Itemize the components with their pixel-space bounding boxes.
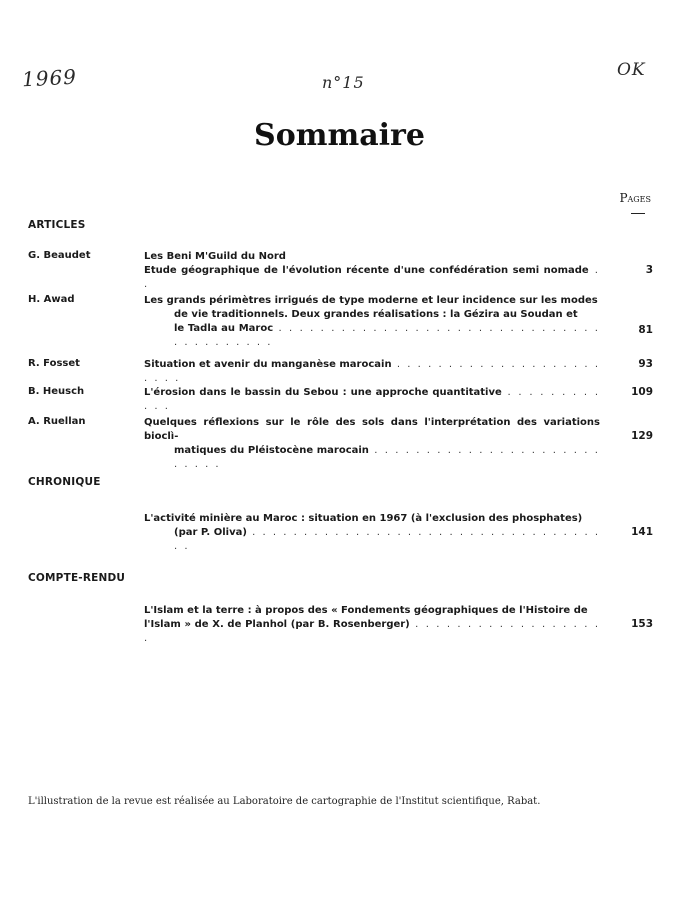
entry-title-line: (par P. Oliva) . . . . . . . . . . . . . . . . . . . . . . . . . . . . . . . . . . . . bbox=[174, 527, 601, 552]
entry-title-line: L'activité minière au Maroc : situation en 1967 (à l'exclusion des phosphates) bbox=[144, 513, 583, 524]
entry-author: B. Heusch bbox=[28, 386, 85, 397]
section-articles: ARTICLES bbox=[28, 219, 86, 231]
entry-page-number: 153 bbox=[631, 618, 653, 630]
entry-title-line: Situation et avenir du manganèse marocain . . . . . . . . . . . . . . . . . . . . . . . . bbox=[144, 359, 600, 384]
entry-title-line: Quelques réflexions sur le rôle des sols dans l'interprétation des variations bioclì- bbox=[144, 417, 600, 442]
entry-title-line: matiques du Pléistocène marocain . . . . . . . . . . . . . . . . . . . . . . . . . . . bbox=[174, 445, 600, 470]
entry-title-line: Les Beni M'Guild du Nord bbox=[144, 251, 286, 262]
entry-author: G. Beaudet bbox=[28, 250, 91, 261]
entry-page-number: 93 bbox=[638, 358, 653, 370]
entry-page-number: 141 bbox=[631, 526, 653, 538]
entry-title-line: l'Islam » de X. de Planhol (par B. Rosenberger) . . . . . . . . . . . . . . . . . . . bbox=[144, 619, 600, 644]
entry-title-line: L'Islam et la terre : à propos des « Fondements géographiques de l'Histoire de bbox=[144, 605, 588, 616]
entry-title-line: le Tadla au Maroc . . . . . . . . . . . . . . . . . . . . . . . . . . . . . . . . . . . . . . . . . bbox=[174, 323, 600, 348]
entry-title bbox=[144, 604, 600, 646]
entry-page-number: 129 bbox=[631, 430, 653, 442]
footer-credit: L'illustration de la revue est réalisée au Laboratoire de cartographie de l'Institut scientifique, Rabat. bbox=[28, 796, 541, 807]
entry-author: R. Fosset bbox=[28, 358, 80, 369]
entry-page-number: 3 bbox=[645, 264, 653, 276]
section-chronique: CHRONIQUE bbox=[28, 476, 101, 488]
pages-header-rule bbox=[631, 213, 645, 214]
entry-title bbox=[144, 416, 600, 472]
entry-title bbox=[144, 386, 600, 414]
entry-author: H. Awad bbox=[28, 294, 75, 305]
entry-author: A. Ruellan bbox=[28, 416, 86, 427]
entry-title bbox=[144, 250, 600, 292]
entry-page-number: 109 bbox=[631, 386, 653, 398]
entry-title-line: de vie traditionnels. Deux grandes réalisations : la Gézira au Soudan et bbox=[174, 309, 578, 320]
entry-title bbox=[144, 512, 600, 554]
pages-column-header: Pages bbox=[619, 191, 651, 205]
page-title: Sommaire bbox=[254, 118, 425, 153]
entry-title bbox=[144, 294, 600, 350]
entry-title-line: L'érosion dans le bassin du Sebou : une approche quantitative . . . . . . . . . . . . bbox=[144, 387, 600, 412]
handwritten-year: 1969 bbox=[21, 64, 78, 92]
entry-title bbox=[144, 358, 600, 386]
section-compte-rendu: COMPTE-RENDU bbox=[28, 572, 126, 584]
handwritten-ok-mark: OK bbox=[617, 60, 646, 80]
handwritten-issue-number: n°15 bbox=[322, 73, 365, 92]
entry-title-line: Les grands périmètres irrigués de type moderne et leur incidence sur les modes bbox=[144, 295, 598, 306]
entry-title-line: Etude géographique de l'évolution récente d'une confédération semi nomade . . bbox=[144, 265, 600, 290]
entry-page-number: 81 bbox=[638, 324, 653, 336]
